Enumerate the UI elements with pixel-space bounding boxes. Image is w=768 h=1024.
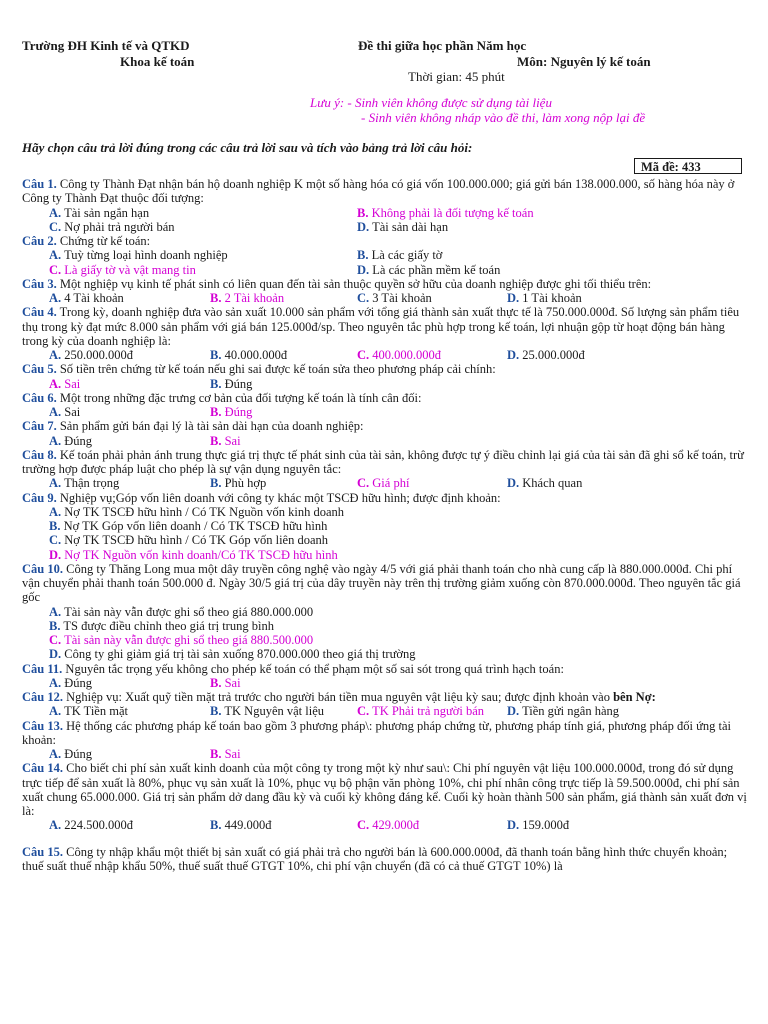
question-text: Kế toán phải phản ánh trung thực giá trị thực tế phát sinh của tài sản, không được tự ý điều chỉnh lại giá của tài sản đã ghi sổ kế toán, trừ trường hợp được pháp luật cho phép là sự vận dụng nguyên tắc: (22, 447, 744, 476)
question-number: Câu 8. (22, 447, 57, 462)
question-text: Hệ thống các phương pháp kế toán bao gồm 3 phương pháp\: phương pháp chứng từ, phương pháp tính giá, phương pháp đối ứng tài khoản: (22, 718, 732, 747)
spacer (22, 833, 748, 845)
option-a[interactable]: A. 4 Tài khoản (49, 291, 124, 305)
question-14 (22, 761, 748, 818)
option-a[interactable]: A. Thận trọng (49, 476, 120, 491)
option-d[interactable]: D. Nợ TK Nguồn vốn kinh doanh/Có TK TSCĐ hữu hình (49, 547, 338, 562)
options-row (22, 818, 748, 832)
question-number: Câu 15. (22, 844, 63, 859)
option-a[interactable]: A. Đúng (49, 747, 93, 761)
question-number: Câu 2. (22, 234, 57, 248)
question-10 (22, 562, 748, 605)
university-name: Trường ĐH Kinh tế và QTKD (22, 38, 190, 53)
option-b[interactable]: B. Sai (210, 675, 241, 690)
question-list (22, 177, 748, 873)
option-b[interactable]: B. 2 Tài khoản (210, 291, 285, 305)
question-text: Trong kỳ, doanh nghiệp đưa vào sản xuất 10.000 sản phẩm với tổng giá thành sản xuất thực tế là 750.000.000đ. Số lượng sản phẩm tiêu thụ trong kỳ đạt mức 8.000 sản phẩm với giá bán 125.000đ/sp. Theo nguyên tắc phù hợp trong kế toán, lợi nhuận gộp từ hoạt động bán hàng trong kỳ của doanh nghiệp là: (22, 305, 740, 348)
options-row (22, 676, 748, 690)
question-number: Câu 12. (22, 690, 63, 704)
option-a[interactable]: A. Tài sản ngắn hạn (49, 205, 150, 220)
option-c[interactable]: C. Nợ phải trả người bán (49, 219, 175, 234)
options-row (22, 476, 748, 490)
question-number: Câu 9. (22, 490, 57, 505)
option-a[interactable]: A. Nợ TK TSCĐ hữu hình / Có TK Nguồn vốn kinh doanh (49, 504, 344, 519)
option-c[interactable]: C. TK Phải trả người bán (357, 704, 485, 719)
question-text: Công ty Thành Đạt nhận bán hộ doanh nghiệp K một số hàng hóa có giá vốn 100.000.000; giá gửi bán 138.000.000, số hàng hóa này ở Công ty Thành Đạt thuộc đối tượng: (22, 177, 735, 206)
question-number: Câu 3. (22, 276, 57, 291)
question-number: Câu 7. (22, 419, 57, 434)
option-d[interactable]: D. Tiền gửi ngân hàng (507, 704, 619, 719)
option-d[interactable]: D. Tài sản dài hạn (357, 219, 449, 234)
question-12 (22, 690, 748, 704)
question-3 (22, 277, 748, 291)
option-d[interactable]: D. 1 Tài khoản (507, 291, 582, 305)
instruction: Hãy chọn câu trả lời đúng trong các câu trả lời sau và tích vào bảng trả lời câu hỏi: (22, 140, 473, 155)
option-c[interactable]: C. 3 Tài khoản (357, 291, 432, 305)
option-b[interactable]: B. Sai (210, 433, 241, 448)
question-number: Câu 11. (22, 661, 63, 676)
option-d[interactable]: D. 159.000đ (507, 818, 570, 833)
question-text: Số tiền trên chứng từ kế toán nếu ghi sai được kế toán sửa theo phương pháp cải chính: (59, 362, 496, 377)
option-d[interactable]: D. 25.000.000đ (507, 348, 585, 362)
question-text: Cho biết chi phí sản xuất kinh doanh của một công ty trong một kỳ như sau\: Chi phí nguyên vật liệu 100.000.000đ, trong đó sử dụng trực tiếp để sản xuất là 80%, phục vụ sản xuất là 10%, phục vụ bộ phận văn phòng 10%, chi phí nhân công trực tiếp là 59.500.000đ, chi phí sản xuất chung 65.000.000. Giá trị sản phẩm dở dang đầu kỳ và cuối kỳ không đáng kể. Cuối kỳ hoàn thành 500 sản phẩm, giá thành sản xuất đơn vị là: (22, 761, 747, 818)
subject-name: Môn: Nguyên lý kế toán (517, 54, 651, 69)
question-6 (22, 391, 748, 405)
question-7 (22, 419, 748, 433)
question-number: Câu 4. (22, 305, 57, 320)
question-text: Công ty nhập khẩu một thiết bị sản xuất có giá phải trả cho người bán là 600.000.000đ, đã thanh toán bằng hình thức chuyển khoản; thuế suất thuế nhập khẩu 50%, thuế suất thuế GTGT 10%, chi phí vận chuyển (đã có cả thuế GTGT 10%) là (22, 844, 728, 873)
question-number: Câu 13. (22, 718, 63, 733)
option-a[interactable]: A. 250.000.000đ (49, 348, 134, 362)
question-text: Công ty Thăng Long mua một dây truyền công nghệ vào ngày 4/5 với giá phải thanh toán cho nhà cung cấp là 880.000.000đ. Chi phí vận chuyển phải thanh toán 500.000 đ. Ngày 30/5 giá trị của dây truyền này trên thị trường giảm xuống còn 870.000.000đ. Theo nguyên tắc giá gốc (22, 561, 741, 605)
question-9 (22, 491, 748, 505)
option-d[interactable]: D. Công ty ghi giảm giá trị tài sản xuống 870.000.000 theo giá thị trường (49, 647, 416, 662)
option-b[interactable]: B. Không phải là đối tượng kế toán (357, 205, 534, 220)
question-number: Câu 1. (22, 177, 57, 191)
question-text: Nghiệp vụ: Xuất quỹ tiền mặt trả trước cho người bán tiền mua nguyên vật liệu kỳ sau; được định khoản vào (66, 690, 610, 704)
question-4 (22, 305, 748, 348)
option-a[interactable]: A. 224.500.000đ (49, 818, 134, 833)
exam-title: Đề thi giữa học phần Năm học (358, 38, 527, 53)
question-2 (22, 234, 748, 248)
options-row (22, 704, 748, 718)
question-number: Câu 5. (22, 362, 57, 377)
question-text: Sản phẩm gửi bán đại lý là tài sản dài hạn của doanh nghiệp: (59, 419, 364, 434)
option-b[interactable]: B. Nợ TK Góp vốn liên doanh / Có TK TSCĐ hữu hình (49, 519, 328, 533)
option-a[interactable]: A. Tài sản này vẫn được ghi sổ theo giá 880.000.000 (49, 604, 314, 619)
question-number: Câu 6. (22, 390, 57, 405)
options-row (22, 377, 748, 391)
option-d[interactable]: D. Khách quan (507, 476, 583, 491)
option-a[interactable]: A. Đúng (49, 433, 93, 448)
option-a[interactable]: A. Sai (49, 376, 81, 391)
question-1 (22, 177, 748, 206)
options-row (22, 263, 748, 277)
note-line-1: Lưu ý: - Sinh viên không được sử dụng tài liệu (310, 95, 552, 110)
question-number: Câu 14. (22, 761, 63, 776)
option-b[interactable]: B. TS được điều chỉnh theo giá trị trung bình (49, 618, 274, 633)
option-b[interactable]: B. Đúng (210, 376, 253, 391)
exam-code-box: Mã đề: 433 (634, 158, 742, 174)
option-b[interactable]: B. 40.000.000đ (210, 348, 288, 362)
option-b[interactable]: B. Đúng (210, 405, 253, 419)
question-8 (22, 448, 748, 477)
question-number: Câu 10. (22, 561, 63, 576)
option-c[interactable]: C. 429.000đ (357, 818, 420, 833)
option-c[interactable]: C. Nợ TK TSCĐ hữu hình / Có TK Góp vốn liên doanh (49, 533, 329, 548)
option-b[interactable]: B. Sai (210, 747, 241, 761)
option-d[interactable]: D. Là các phần mềm kế toán (357, 262, 501, 277)
question-5 (22, 362, 748, 376)
question-11 (22, 662, 748, 676)
option-c[interactable]: C. Giá phí (357, 476, 410, 491)
options-row (22, 206, 748, 220)
question-text: Nghiệp vụ;Góp vốn liên doanh với công ty khác một TSCĐ hữu hình; được định khoản: (59, 490, 501, 505)
options-row (22, 348, 748, 362)
option-c[interactable]: C. 400.000.000đ (357, 348, 442, 362)
option-b[interactable]: B. Phù hợp (210, 476, 267, 491)
options-row (22, 405, 748, 419)
option-a[interactable]: A. Đúng (49, 675, 93, 690)
option-b[interactable]: B. Là các giấy tờ (357, 248, 443, 263)
option-a[interactable]: A. Tuỳ từng loại hình doanh nghiệp (49, 248, 228, 263)
options-row (22, 248, 748, 262)
option-b[interactable]: B. TK Nguyên vật liệu (210, 704, 325, 719)
exam-time: Thời gian: 45 phút (408, 69, 505, 84)
question-text: Nguyên tắc trọng yếu không cho phép kế toán có thể phạm một số sai sót trong quá trình hạch toán: (65, 661, 564, 676)
option-a[interactable]: A. TK Tiền mặt (49, 704, 128, 719)
option-b[interactable]: B. 449.000đ (210, 818, 272, 833)
note-line-2: - Sinh viên không nháp vào đề thi, làm xong nộp lại đề (361, 110, 646, 125)
options-row (22, 220, 748, 234)
question-text: Một trong những đặc trưng cơ bản của đối tượng kế toán là tính cân đối: (59, 390, 422, 405)
question-text-bold: bên Nợ: (613, 690, 656, 704)
option-c[interactable]: C. Tài sản này vẫn được ghi sổ theo giá 880.500.000 (49, 633, 314, 647)
question-15 (22, 845, 748, 874)
options-row (22, 434, 748, 448)
question-text: Chứng từ kế toán: (59, 234, 151, 248)
question-13 (22, 719, 748, 748)
faculty-name: Khoa kế toán (120, 54, 195, 69)
options-row (22, 747, 748, 761)
question-text: Một nghiệp vụ kinh tế phát sinh có liên quan đến tài sản thuộc quyền sở hữu của doanh nghiệp được ghi tối thiểu trên: (59, 276, 652, 291)
option-c[interactable]: C. Là giấy tờ và vật mang tin (49, 262, 196, 277)
option-a[interactable]: A. Sai (49, 405, 81, 419)
options-row (22, 291, 748, 305)
